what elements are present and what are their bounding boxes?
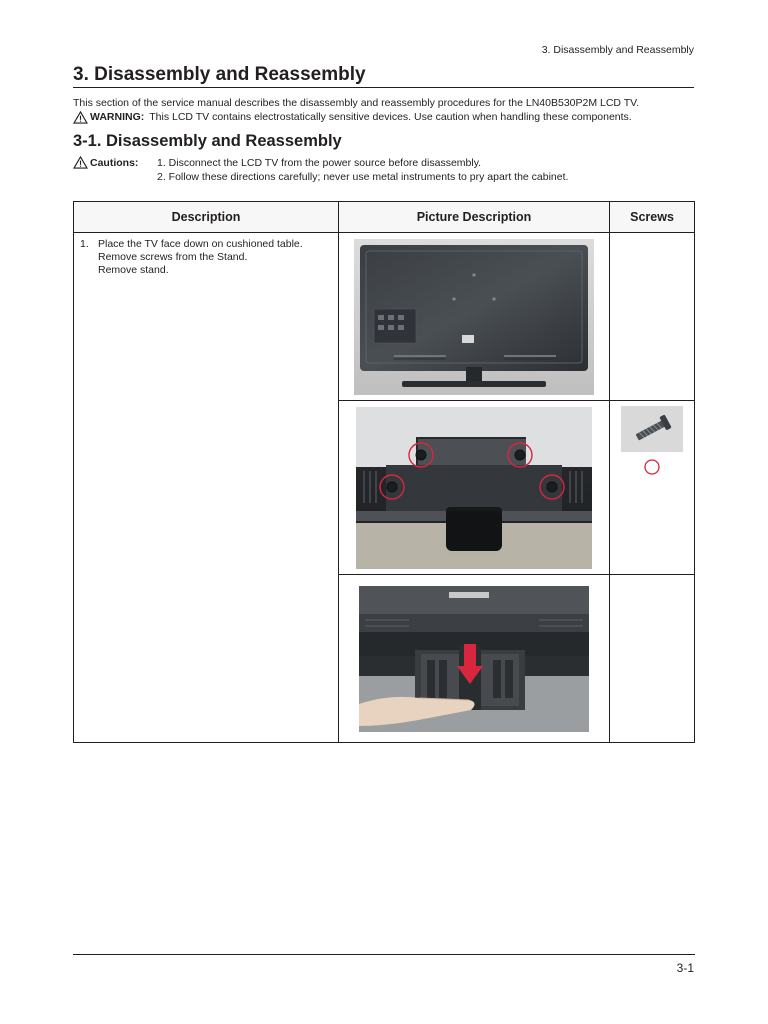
step-text (98, 238, 303, 277)
warning-text: This LCD TV contains electrostatically sensitive devices. Use caution when handling these components. (149, 111, 632, 123)
step-line: Remove screws from the Stand. (98, 251, 248, 263)
caution-item: 2. Follow these directions carefully; never use metal instruments to pry apart the cabinet. (157, 171, 569, 183)
step-number: 1. (80, 238, 89, 250)
footer-rule (73, 954, 695, 955)
picture-cell (339, 575, 610, 743)
screw-photo (621, 406, 683, 452)
screws-cell (610, 233, 695, 401)
page-title: 3. Disassembly and Reassembly (73, 64, 694, 88)
screws-cell (610, 575, 695, 743)
cautions-heading (73, 156, 157, 184)
step-description-cell (74, 233, 339, 743)
screws-cell (610, 401, 695, 575)
subsection-title: 3-1. Disassembly and Reassembly (73, 132, 342, 150)
warning-icon (73, 111, 88, 124)
tv-back-photo (354, 239, 594, 395)
step-line: Place the TV face down on cushioned table. (98, 238, 303, 250)
stand-screws-photo (356, 407, 592, 569)
picture-cell (339, 233, 610, 401)
screw-callout-circle-icon (643, 458, 661, 476)
intro-text: This section of the service manual describes the disassembly and reassembly procedures for the LN40B530P2M LCD TV. (73, 97, 640, 109)
warning-label: WARNING: (90, 111, 145, 123)
picture-cell (339, 401, 610, 575)
cautions-label: Cautions: (90, 157, 139, 169)
cautions-list (157, 156, 568, 184)
running-header: 3. Disassembly and Reassembly (541, 44, 694, 56)
column-header-picture: Picture Description (339, 202, 610, 233)
table-header-row (74, 202, 695, 233)
caution-icon (73, 156, 88, 169)
step-line: Remove stand. (98, 264, 169, 276)
caution-item: 1. Disconnect the LCD TV from the power source before disassembly. (157, 157, 482, 169)
table-row (74, 233, 695, 401)
page-number: 3-1 (676, 961, 694, 975)
column-header-screws: Screws (610, 202, 695, 233)
stand-removal-photo (359, 586, 589, 732)
step-item (80, 238, 332, 277)
column-header-description: Description (74, 202, 339, 233)
warning-line (73, 110, 713, 124)
intro-block (73, 96, 713, 124)
procedure-table (73, 201, 695, 743)
cautions-block (73, 156, 568, 184)
